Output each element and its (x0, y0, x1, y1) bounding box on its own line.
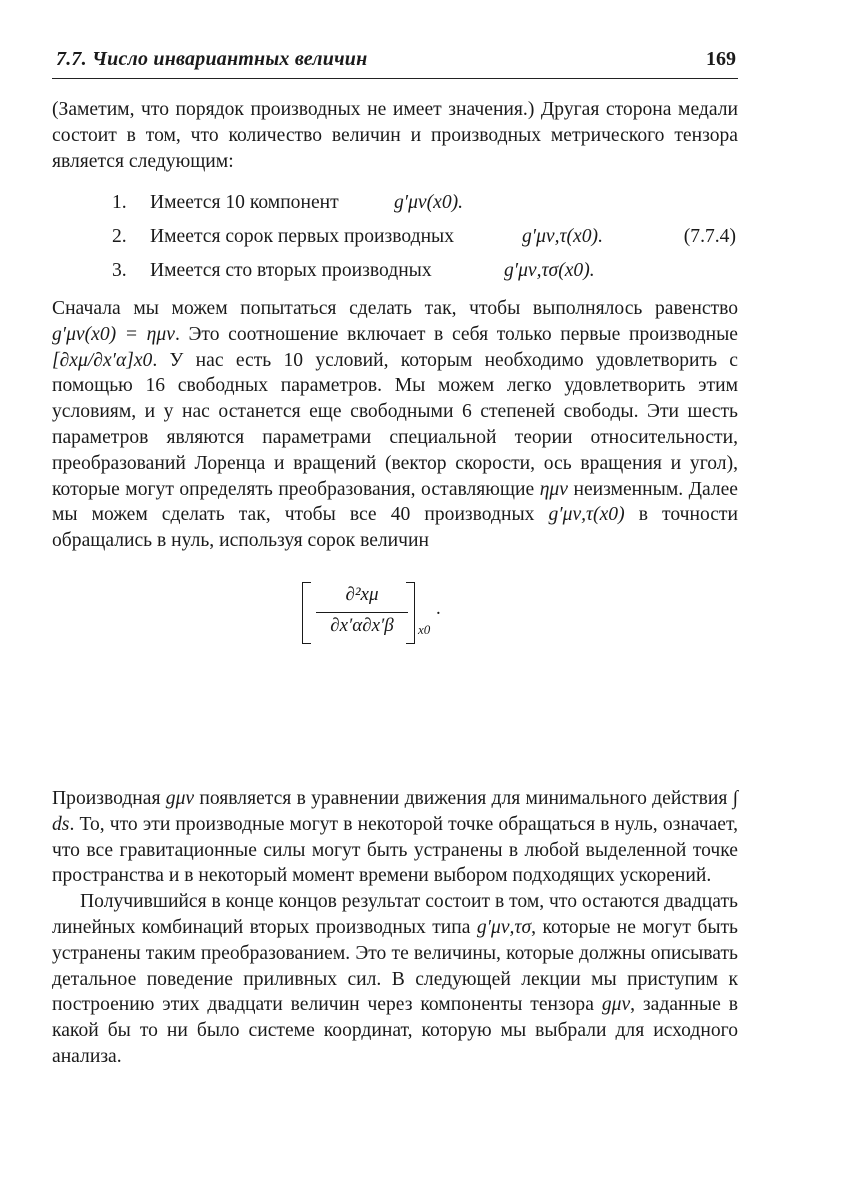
list-item-number: 3. (112, 260, 127, 281)
display-formula (302, 582, 482, 644)
intro-text: (Заметим, что порядок производных не имеет значения.) Другая сторона медали состоит в том, что количество величин и производных метрического тензора является следующим: (52, 99, 738, 172)
list-item-formula: g′μν(x0). (394, 192, 464, 213)
text-run: в точности обращались в нуль, используя сорок величин (52, 504, 738, 552)
paragraph-result (52, 889, 738, 1070)
page-number: 169 (706, 48, 736, 70)
list-item (52, 192, 738, 222)
text-run: Производная (52, 788, 161, 809)
inline-formula: g′μν(x0) = ημν (52, 323, 175, 345)
inline-formula: gμν (165, 788, 195, 809)
main-paragraph (52, 296, 738, 554)
fraction-bar (316, 612, 408, 613)
text-run: Сначала мы можем попытаться сделать так, чтобы выполнялось равенство (52, 298, 738, 319)
inline-formula: ημν (539, 478, 568, 500)
text-run: . Это соотношение включает в себя только первые производные (174, 323, 738, 345)
left-bracket (302, 582, 311, 644)
text-run: появляется в уравнении движения для минимального действия (199, 788, 728, 809)
list-item-formula: g′μν,τ(x0). (522, 226, 603, 247)
list-item-text: Имеется сто вторых производных (150, 260, 432, 281)
inline-formula: g′μν,τ(x0) (548, 504, 625, 526)
bracket-subscript: x0 (418, 622, 431, 637)
list-item (52, 260, 738, 290)
fraction-denominator: ∂x′α∂x′β (330, 615, 394, 636)
inline-formula: [∂xμ/∂x′α]x0 (52, 349, 153, 371)
list-item (52, 226, 738, 256)
paragraph-derivative (52, 786, 738, 889)
text-run: , заданные в какой бы то ни было системе координат, которую мы выбрали для исходного анализа. (52, 994, 738, 1067)
running-header (52, 44, 738, 79)
list-item-text: Имеется 10 компонент (150, 192, 339, 213)
main-text (52, 296, 738, 554)
formula-period: . (436, 598, 441, 619)
inline-formula: gμν (601, 994, 631, 1016)
list-item-text: Имеется сорок первых производных (150, 226, 455, 247)
fraction-numerator: ∂²xμ (345, 584, 379, 605)
text-run: , которые не могут быть устранены таким преобразованием. Это те величины, которые должны описывать детальное поведение приливных сил. В следующей лекции мы приступим к построению этих двадцати величин через компоненты тензора (52, 916, 738, 1016)
list-item-formula: g′μν,τσ(x0). (504, 260, 595, 281)
text-run: . То, что эти производные могут в некоторой точке обращаться в нуль, означает, что все гравитационные силы могут быть устранены в любой выделенной точке пространства и в некоторый момент времени выбором подходящих ускорений. (52, 813, 738, 887)
list-item-number: 1. (112, 192, 127, 213)
section-title: 7.7. Число инвариантных величин (56, 48, 368, 70)
numbered-list (52, 190, 738, 290)
inline-formula: g′μν,τσ (476, 916, 532, 938)
equation-number: (7.7.4) (683, 226, 736, 247)
closing-paragraphs (52, 786, 738, 1070)
text-run: Получившийся в конце концов результат состоит в том, что остаются двадцать линейных комбинаций вторых производных типа (52, 891, 738, 938)
intro-paragraph (52, 97, 738, 174)
inline-formula: ∫ ds (52, 788, 738, 835)
right-bracket (406, 582, 415, 644)
list-item-number: 2. (112, 226, 127, 247)
text-run: . У нас есть 10 условий, которым необходимо удовлетворить с помощью 16 свободных параметров. Мы можем легко удовлетворить этим условиям, и у нас останется еще свободными 6 степеней свободы. Эти шесть параметров являются параметрами специальной теории относительности, преобразований Лоренца и вращений (вектор скорости, ось вращения и угол), которые могут определять преобразования, оставляющие (52, 349, 738, 500)
text-run: неизменным. Далее мы можем сделать так, чтобы все 40 производных (52, 478, 738, 526)
